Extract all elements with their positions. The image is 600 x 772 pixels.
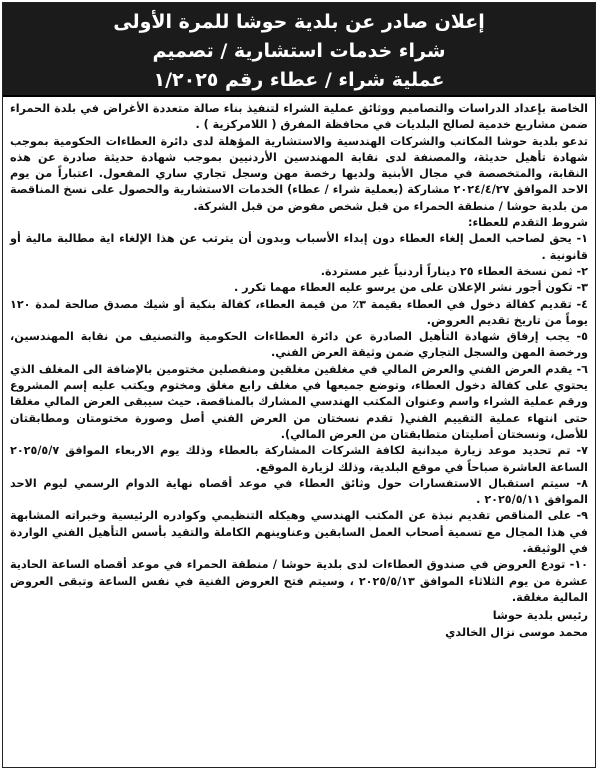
- condition-item: ٣- تكون أجور نشر الإعلان على من يرسو عليه العطاء مهما تكرر .: [233, 281, 588, 295]
- signature-name: محمد موسى نزال الخالدي: [445, 625, 588, 639]
- invitation-paragraph: تدعو بلدية حوشا المكاتب والشركات الهندسية والاستشارية المؤهلة لدى دائرة العطاءات الحكومية بموجب شهادة تأهيل حديثة، والمصنفة لدى نقابة المهندسين الأردنيين بموجب شهادة حديثة صادرة عن هذه النقابة، والمتخصصة في مجال الأبنية ولديها رخصة مهن وسجل تجاري ساري المفعول. اعتباراً من يوم الاحد الموافق ٢٠٢٤/٤/٢٧ مشاركة (بعملية شراء / عطاء) الخدمات الاستشارية والحصول على نسخ المناقصة من بلدية حوشا / منطقة الحمراء من قبل شخص مفوض من قبل الشركة.: [10, 134, 588, 213]
- announcement-body: [3, 97, 595, 641]
- conditions-heading: شروط التقدم للعطاء:: [467, 216, 588, 230]
- condition-item: ٦- يقدم العرض الفني والعرض المالي في مغلفين مغلقين ومنفصلين مختومين بالإضافة الى المغلف الذي يحتوي على كفالة دخول العطاء، وتوضع جميعها في مغلف رابع مغلق ومختوم ويكتب عليه إسم المشروع ورقم عملية الشراء واسم وعنوان المكتب الهندسي المشارك بالمناقصة. حيث سيبقى العرض المالي مغلقا حتى انتهاء عملية التقييم الفني( تقدم نسختان من العرض الفني أصل وصورة مختومتان ومطابقتان للأصل، ونسختان أصليتان متطابقتان من العرض المالي).: [10, 362, 588, 441]
- condition-item: ٤- تقديم كفالة دخول في العطاء بقيمة ٣٪ من قيمة العطاء، كفالة بنكية أو شيك مصدق صالحة لمدة ١٢٠ يوماً من تاريخ تقديم العروض.: [10, 297, 588, 327]
- condition-item: ٨- سيتم استقبال الاستفسارات حول وثائق العطاء في موعد أقصاه نهاية الدوام الرسمي ليوم الاحد الموافق ٢٠٢٥/٥/١١ .: [10, 476, 588, 507]
- condition-item: ١- يحق لصاحب العمل إلغاء العطاء دون إبداء الأسباب وبدون أن يترتب عن هذا الإلغاء اية مطالبة مالية أو قانونية .: [10, 232, 588, 262]
- condition-item: ٥- يجب إرفاق شهادة التأهيل الصادرة عن دائرة العطاءات الحكومية والتصنيف من نقابة المهندسين، ورخصة المهن والسجل التجاري ضمن وثيقة العرض الفني.: [10, 330, 588, 360]
- header-subtitle: شراء خدمات استشارية / تصميم: [152, 40, 446, 62]
- header-tender-number: عملية شراء / عطاء رقم ١/٢٠٢٥: [153, 69, 445, 91]
- intro-paragraph: الخاصة بإعداد الدراسات والتصاميم ووثائق عملية الشراء لتنفيذ بناء صالة متعددة الأغراض في بلدة الحمراء ضمن مشاريع خدمية لصالح البلديات في محافظة المفرق ( اللامركزية ) .: [10, 102, 588, 132]
- announcement: [2, 2, 596, 768]
- condition-item: ٢- ثمن نسخة العطاء ٢٥ ديناراً أردنياً غير مستردة.: [320, 264, 588, 278]
- condition-item: ٩- على المناقص تقديم نبذة عن المكتب الهندسي وهيكله التنظيمي وكوادره الرئيسية وخبراته المشابهة في هذا المجال مع تسمية أصحاب العمل السابقين وعناوينهم الكاملة والتقيد بأسس التأهيل الفني الواردة في الوثيقة.: [10, 509, 588, 556]
- announcement-header: [3, 3, 595, 97]
- header-title: إعلان صادر عن بلدية حوشا للمرة الأولى: [113, 11, 485, 33]
- condition-item: ١٠- تودع العروض في صندوق العطاءات لدى بلدية حوشا / منطقة الحمراء في موعد أقصاه الساعة الحادية عشرة من يوم الثلاثاء الموافق ٢٠٢٥/٥/١٣ ، وسيتم فتح العروض الفنية في نفس الساعة وتبقى العروض المالية مغلقة.: [10, 558, 588, 604]
- signature-block: [10, 608, 588, 641]
- signature-title: رئيس بلدية حوشا: [492, 609, 588, 623]
- condition-item: ٧- تم تحديد موعد زيارة ميدانية لكافة الشركات المشاركة بالعطاء وذلك يوم الاربعاء الموافق ٢٠٢٥/٥/٧ الساعة العاشرة صباحاً في موقع البلدية، وذلك لزيارة الموقع.: [10, 444, 588, 474]
